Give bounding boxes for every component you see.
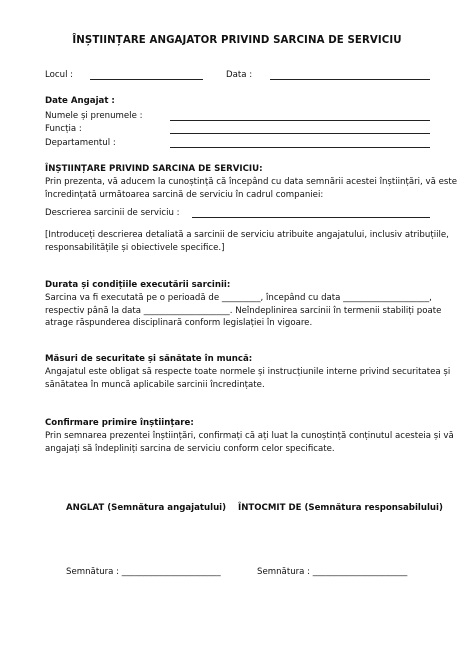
notice-line: Prin prezenta, vă aducem la cunoștință că începând cu data semnării acestei înștiințări, vă este	[45, 177, 458, 187]
duration-heading: Durata și condițiile executării sarcinii:	[45, 280, 231, 290]
description-label: Descrierea sarcinii de serviciu :	[45, 208, 180, 218]
function-label: Funcția :	[45, 124, 82, 134]
notice-line: încredințată următoarea sarcină de serviciu în cadrul companiei:	[45, 189, 324, 200]
placeholder-line: [Introduceți descrierea detaliată a sarcinii de serviciu atribuite angajatului, inclusiv atribuțiile,	[45, 230, 449, 240]
name-field[interactable]	[170, 120, 430, 121]
employee-signature-heading: ANGLAT (Semnătura angajatului)	[66, 503, 227, 513]
department-field[interactable]	[170, 147, 430, 148]
description-field[interactable]	[192, 217, 430, 218]
notice-heading: ÎNȘTIINȚARE PRIVIND SARCINA DE SERVICIU:	[45, 164, 263, 174]
confirmation-line: angajați să îndepliniți sarcina de serviciu conform celor specificate.	[45, 443, 335, 454]
employee-signature-field[interactable]: Semnătura : _______________________	[66, 567, 221, 577]
document-title: ÎNȘTIINȚARE ANGAJATOR PRIVIND SARCINA DE SERVICIU	[72, 35, 402, 46]
duration-line: atrage răspunderea disciplinară conform legislației în vigoare.	[45, 318, 313, 329]
description-placeholder	[45, 229, 449, 254]
department-label: Departamentul :	[45, 138, 116, 148]
confirmation-line: Prin semnarea prezentei înștiințări, confirmați că ați luat la cunoștință conținutul acesteia și vă	[45, 431, 454, 441]
confirmation-paragraph	[45, 430, 454, 455]
duration-line: Sarcina va fi executată pe o perioadă de _________, începând cu data ____________________,	[45, 293, 432, 303]
placeholder-line: responsabilitățile și obiectivele specifice.]	[45, 242, 225, 253]
duration-paragraph	[45, 292, 441, 330]
responsible-signature-heading: ÎNTOCMIT DE (Semnătura responsabilului)	[238, 503, 443, 513]
duration-line: respectiv până la data ____________________. Neîndeplinirea sarcinii în termenii stabiliți poate	[45, 305, 442, 316]
name-label: Numele și prenumele :	[45, 111, 143, 121]
safety-heading: Măsuri de securitate și sănătate în muncă:	[45, 354, 253, 364]
safety-paragraph	[45, 366, 450, 391]
data-label: Data :	[226, 70, 253, 80]
confirmation-heading: Confirmare primire înștiințare:	[45, 418, 194, 428]
locul-field[interactable]	[90, 79, 203, 80]
safety-line: Angajatul este obligat să respecte toate normele și instrucțiunile interne privind securitatea și	[45, 367, 451, 377]
function-field[interactable]	[170, 133, 430, 134]
responsible-signature-field[interactable]: Semnătura : ______________________	[257, 567, 408, 577]
safety-line: sănătatea în muncă aplicabile sarcinii încredințate.	[45, 379, 265, 390]
data-field[interactable]	[270, 79, 430, 80]
notice-paragraph	[45, 176, 457, 201]
date-angajat-heading: Date Angajat :	[45, 96, 115, 106]
locul-label: Locul :	[45, 70, 74, 80]
